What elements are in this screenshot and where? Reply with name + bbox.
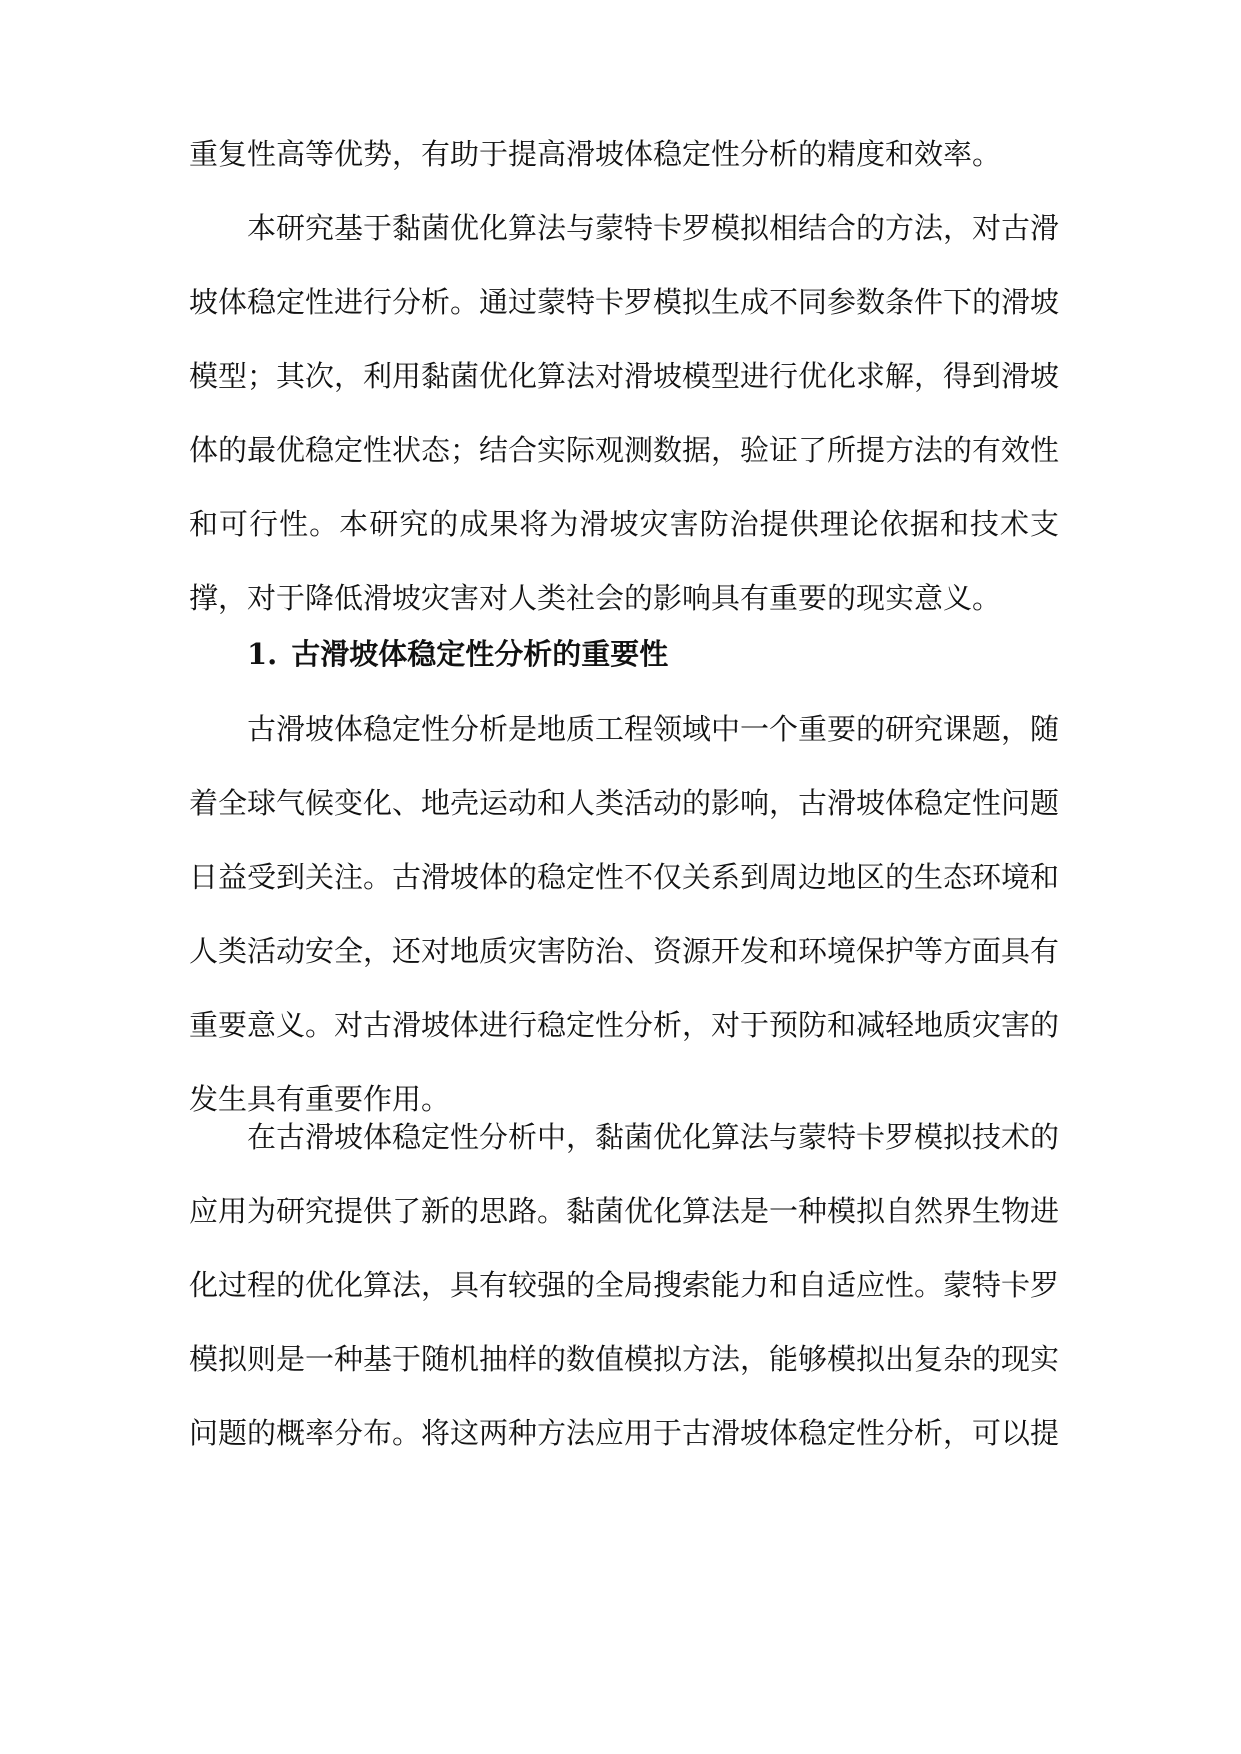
paragraph-importance: 古滑坡体稳定性分析是地质工程领域中一个重要的研究课题，随着全球气候变化、地壳运动和人类活动的影响，古滑坡体稳定性问题日益受到关注。古滑坡体的稳定性不仅关系到周边地区的生态环境和人类活动安全，还对地质灾害防治、资源开发和环境保护等方面具有重要意义。对古滑坡体进行稳定性分析，对于预防和减轻地质灾害的发生具有重要作用。 xyxy=(189,712,1060,1116)
paragraph-continuation: 重复性高等优势，有助于提高滑坡体稳定性分析的精度和效率。 xyxy=(189,137,1002,171)
paragraph-research-method: 本研究基于黏菌优化算法与蒙特卡罗模拟相结合的方法，对古滑坡体稳定性进行分析。通过蒙特卡罗模拟生成不同参数条件下的滑坡模型；其次，利用黏菌优化算法对滑坡模型进行优化求解，得到滑坡体的最优稳定性状态；结合实际观测数据，验证了所提方法的有效性和可行性。本研究的成果将为滑坡灾害防治提供理论依据和技术支撑，对于降低滑坡灾害对人类社会的影响具有重要的现实意义。 xyxy=(189,211,1060,615)
section-heading xyxy=(247,617,1059,691)
paragraph-methods-application: 在古滑坡体稳定性分析中，黏菌优化算法与蒙特卡罗模拟技术的应用为研究提供了新的思路。黏菌优化算法是一种模拟自然界生物进化过程的优化算法，具有较强的全局搜索能力和自适应性。蒙特卡罗模拟则是一种基于随机抽样的数值模拟方法，能够模拟出复杂的现实问题的概率分布。将这两种方法应用于古滑坡体稳定性分析，可以提 xyxy=(189,1120,1060,1450)
section-number: 1. xyxy=(247,637,278,671)
section-title: 古滑坡体稳定性分析的重要性 xyxy=(291,637,669,671)
